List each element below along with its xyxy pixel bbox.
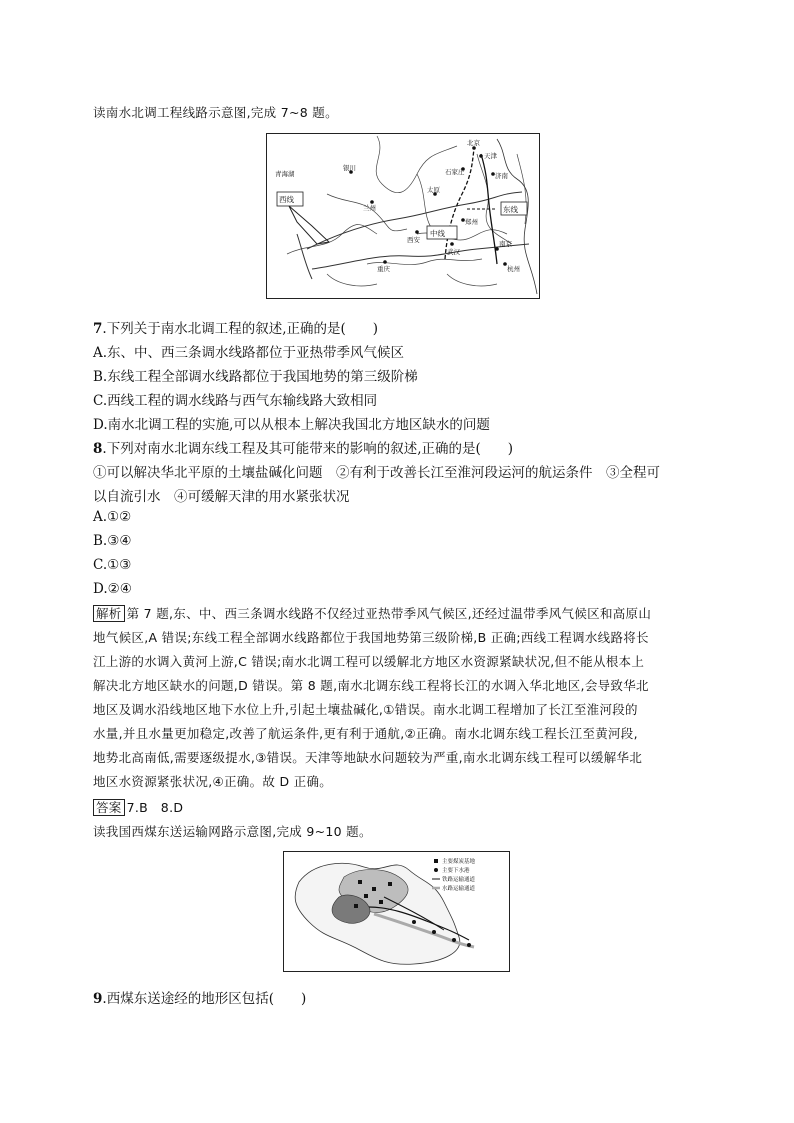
analysis-line-6: 水量,并且水量更加稳定,改善了航运条件,更有利于通航,②正确。南水北调东线工程长江至黄河段, [93,726,638,741]
question-7-option-c: C.西线工程的调水线路与西气东输线路大致相同 [93,393,378,409]
question-8-statements-2: 以自流引水 ④可缓解天津的用水紧张状况 [93,489,350,505]
question-7-option-b: B.东线工程全部调水线路都位于我国地势的第三级阶梯 [93,369,418,385]
intro-text-1: 读南水北调工程线路示意图,完成 7~8 题。 [93,105,338,120]
label-middle: 中线 [430,229,445,238]
label-beijing: 北京 [467,139,480,147]
legend-rail: 铁路运输通道 [442,877,476,883]
water-transfer-map-svg [267,134,539,298]
label-xian: 西安 [407,236,420,244]
question-9-text: .西煤东送途经的地形区包括( ) [102,991,307,1007]
label-lanzhou: 兰州 [363,204,376,212]
label-chongqing: 重庆 [377,265,390,273]
coal-transport-map [283,851,510,972]
label-zhengzhou: 郑州 [465,218,478,226]
analysis-line-8: 地区水资源紧张状况,④正确。故 D 正确。 [93,774,333,789]
question-8-text: .下列对南水北调东线工程及其可能带来的影响的叙述,正确的是( ) [102,441,514,457]
label-taiyuan: 太原 [427,186,440,194]
analysis-line-7: 地势北高南低,需要逐级提水,③错误。天津等地缺水问题较为严重,南水北调东线工程可以缓解华北 [93,750,643,765]
question-7-stem [93,317,378,337]
analysis-line-5: 地区及调水沿线地区地下水位上升,引起土壤盐碱化,①错误。南水北调工程增加了长江至淮河段的 [93,702,638,717]
question-8-statements-1: ①可以解决华北平原的土壤盐碱化问题 ②有利于改善长江至淮河段运河的航运条件 ③全程可 [93,465,660,481]
label-yinchuan: 银川 [343,164,356,172]
legend-water: 水路运输通道 [442,886,476,892]
question-8-option-c: C.①③ [93,557,132,573]
label-shijiazhuang: 石家庄 [445,168,465,176]
question-7-option-a: A.东、中、西三条调水线路都位于亚热带季风气候区 [93,345,405,361]
question-7-text: .下列关于南水北调工程的叙述,正确的是( ) [102,321,379,337]
analysis-tag: 解析 [93,605,125,622]
label-east: 东线 [503,205,518,214]
label-nanjing: 南京 [499,240,512,248]
label-qinghaihu: 青海湖 [275,170,295,178]
water-transfer-map [266,133,540,299]
question-8-option-d: D.②④ [93,581,132,597]
question-7-option-d: D.南水北调工程的实施,可以从根本上解决我国北方地区缺水的问题 [93,417,490,433]
answer-tag: 答案 [93,799,125,816]
legend-coal-base: 主要煤炭基地 [442,859,476,865]
question-7-number: 7 [93,321,103,337]
label-tianjin: 天津 [484,152,497,160]
analysis-line-4: 解决北方地区缺水的问题,D 错误。第 8 题,南水北调东线工程将长江的水调入华北地区,会导致华北 [93,678,649,693]
analysis-line-1: 解析 第 7 题,东、中、西三条调水线路不仅经过亚热带季风气候区,还经过温带季风气候区和高原山 [93,604,651,622]
intro-text-2: 读我国西煤东送运输网路示意图,完成 9~10 题。 [93,824,372,839]
legend-port: 主要下水港 [442,868,470,874]
label-wuhan: 武汉 [447,248,460,256]
question-9-number: 9 [93,991,103,1007]
analysis-line-2: 地气候区,A 错误;东线工程全部调水线路都位于我国地势第三级阶梯,B 正确;西线工程调水线路将长 [93,630,649,645]
coal-transport-map-svg [284,852,509,971]
label-west: 西线 [279,195,294,204]
question-9-stem [93,987,306,1007]
label-jinan: 济南 [495,172,508,180]
question-8-option-a: A.①② [93,509,132,525]
question-8-number: 8 [93,441,103,457]
analysis-line-3: 江上游的水调入黄河上游,C 错误;南水北调工程可以缓解北方地区水资源紧缺状况,但不能从根本上 [93,654,645,669]
question-8-stem [93,437,513,457]
question-8-option-b: B.③④ [93,533,132,549]
label-hangzhou: 杭州 [507,265,520,273]
answer-text: 7.B 8.D [126,800,184,815]
answer-line [93,798,183,816]
